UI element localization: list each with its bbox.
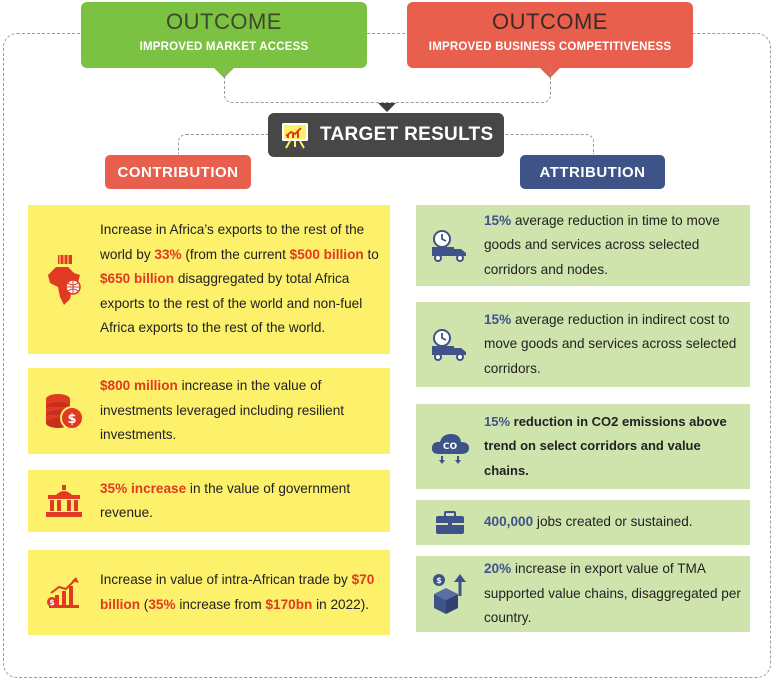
outcome-subtitle: IMPROVED MARKET ACCESS [139, 41, 309, 53]
highlight-value: 20% [484, 561, 512, 577]
contribution-text [100, 568, 390, 617]
africa-globe-icon [28, 253, 100, 307]
attribution-text [484, 209, 750, 283]
svg-text:$: $ [49, 597, 55, 607]
highlight-value: 400,000 [484, 514, 534, 530]
attribution-text [484, 557, 750, 631]
export-box-icon [416, 572, 484, 616]
contribution-text [100, 477, 390, 526]
contribution-card [28, 470, 390, 532]
highlight-value: $800 million [100, 378, 178, 394]
contribution-text [100, 218, 390, 341]
text-segment: to [363, 246, 379, 262]
svg-text:CO: CO [442, 441, 458, 452]
attribution-text [484, 308, 750, 382]
attribution-card [416, 302, 750, 387]
outcome-business-competitiveness [407, 2, 693, 68]
text-segment: increase from [175, 596, 266, 612]
attribution-card [416, 500, 750, 545]
highlight-value: 15% [484, 212, 512, 228]
text-segment: increase in the value of investments leveraged including resilient investments. [100, 378, 345, 443]
highlight-value: $170bn [265, 596, 313, 612]
text-segment: in 2022). [312, 596, 370, 612]
arrow-down-icon [378, 103, 396, 112]
government-building-icon [28, 485, 100, 517]
attribution-label: ATTRIBUTION [520, 155, 665, 189]
outcome-title: OUTCOME [166, 9, 282, 34]
outcome-market-access [81, 2, 367, 68]
highlight-value: 33% [154, 246, 182, 262]
text-segment: disaggregated by total Africa exports to the rest of the world and non-fuel Africa exports to the rest of the world. [100, 271, 363, 336]
highlight-value: $500 billion [289, 246, 364, 262]
attribution-card [416, 556, 750, 632]
outcome-subtitle: IMPROVED BUSINESS COMPETITIVENESS [428, 41, 672, 53]
outcome-connector [224, 68, 551, 103]
truck-clock-icon [416, 230, 484, 262]
svg-text:$: $ [436, 576, 442, 585]
highlight-value: 15% [484, 413, 511, 429]
attribution-text [484, 510, 701, 535]
contribution-card [28, 205, 390, 354]
text-segment: (from the current [181, 246, 290, 262]
text-segment: Increase in value of intra-African trade by [100, 572, 352, 587]
highlight-value: 15% [484, 311, 512, 327]
text-segment: jobs created or sustained. [533, 514, 693, 530]
text-segment: average reduction in indirect cost to move goods and services across selected corridors. [484, 311, 737, 376]
target-results-label: TARGET RESULTS [320, 124, 494, 145]
highlight-value: $70 billion [100, 572, 375, 612]
attribution-card [416, 205, 750, 286]
contribution-label: CONTRIBUTION [105, 155, 251, 189]
text-segment: Increase in Africa’s exports to the rest of the world by [100, 222, 365, 262]
contribution-text [100, 374, 390, 448]
outcome-title: OUTCOME [492, 9, 608, 34]
attribution-text [484, 410, 750, 484]
svg-text:$: $ [67, 412, 77, 427]
highlight-value: 35% increase [100, 480, 187, 496]
text-segment: reduction in CO2 emissions above trend on select corridors and value chains. [484, 413, 727, 478]
briefcase-icon [416, 511, 484, 535]
highlight-value: $650 billion [100, 271, 175, 287]
contribution-card [28, 368, 390, 454]
co2-cloud-icon [416, 430, 484, 464]
attribution-card [416, 404, 750, 489]
text-segment: increase in export value of TMA supported value chains, disaggregated per country. [484, 561, 741, 626]
text-segment: ( [140, 596, 149, 612]
coins-stack-icon [28, 391, 100, 431]
text-segment: average reduction in time to move goods and services across selected corridors and nodes. [484, 212, 720, 277]
contribution-card [28, 550, 390, 635]
truck-cost-icon [416, 329, 484, 361]
highlight-value: 35% [148, 596, 176, 612]
text-segment: in the value of government revenue. [100, 480, 351, 520]
target-results-header [268, 113, 504, 157]
growth-chart-icon [28, 575, 100, 611]
chart-easel-icon [280, 120, 310, 150]
